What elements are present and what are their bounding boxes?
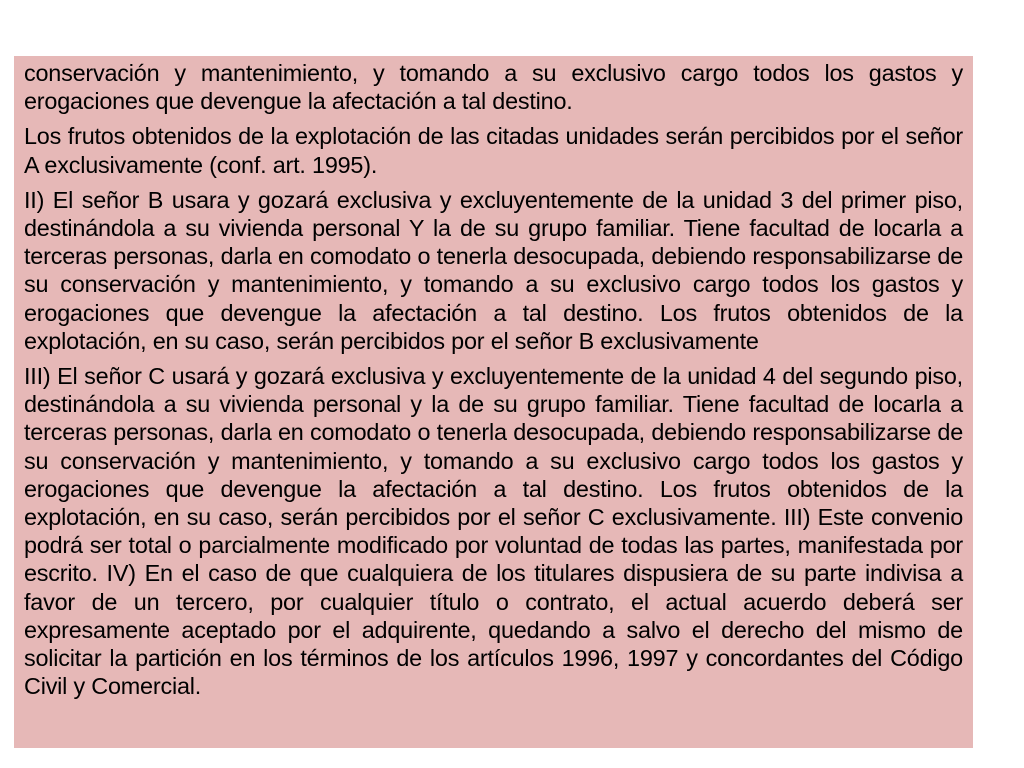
paragraph-clause-iii-senor-c: III) El señor C usará y gozará exclusiva y excluyentemente de la unidad 4 del segundo piso, destinándola a su vivienda personal y la de su grupo familiar. Tiene facultad de locarla a terceras personas, darla en comodato o tenerla desocupada, debiendo responsabilizarse de su conservación y mantenimiento, y tomando a su exclusivo cargo todos los gastos y erogaciones que devengue la afectación a tal destino. Los frutos obtenidos de la explotación, en su caso, serán percibidos por el señor C exclusivamente. III) Este convenio podrá ser total o parcialmente modificado por voluntad de todas las partes, manifestada por escrito. IV) En el caso de que cualquiera de los titulares dispusiera de su parte indivisa a favor de un tercero, por cualquier título o contrato, el actual acuerdo deberá ser expresamente aceptado por el adquirente, quedando a salvo el derecho del mismo de solicitar la partición en los términos de los artículos 1996, 1997 y concordantes del Código Civil y Comercial. — [24, 363, 963, 700]
paragraph-clause-ii-senor-b: II) El señor B usara y gozará exclusiva y excluyentemente de la unidad 3 del primer piso, destinándola a su vivienda personal Y la de su grupo familiar. Tiene facultad de locarla a terceras personas, darla en comodato o tenerla desocupada, debiendo responsabilizarse de su conservación y mantenimiento, y tomando a su exclusivo cargo todos los gastos y erogaciones que devengue la afectación a tal destino. Los frutos obtenidos de la explotación, en su caso, serán percibidos por el señor B exclusivamente — [24, 186, 963, 354]
paragraph-continuation: conservación y mantenimiento, y tomando a su exclusivo cargo todos los gastos y erogaciones que devengue la afectación a tal destino. — [24, 60, 963, 115]
text-box — [14, 56, 973, 748]
paragraph-frutos-senor-a: Los frutos obtenidos de la explotación de las citadas unidades serán percibidos por el señor A exclusivamente (conf. art. 1995). — [24, 123, 963, 178]
